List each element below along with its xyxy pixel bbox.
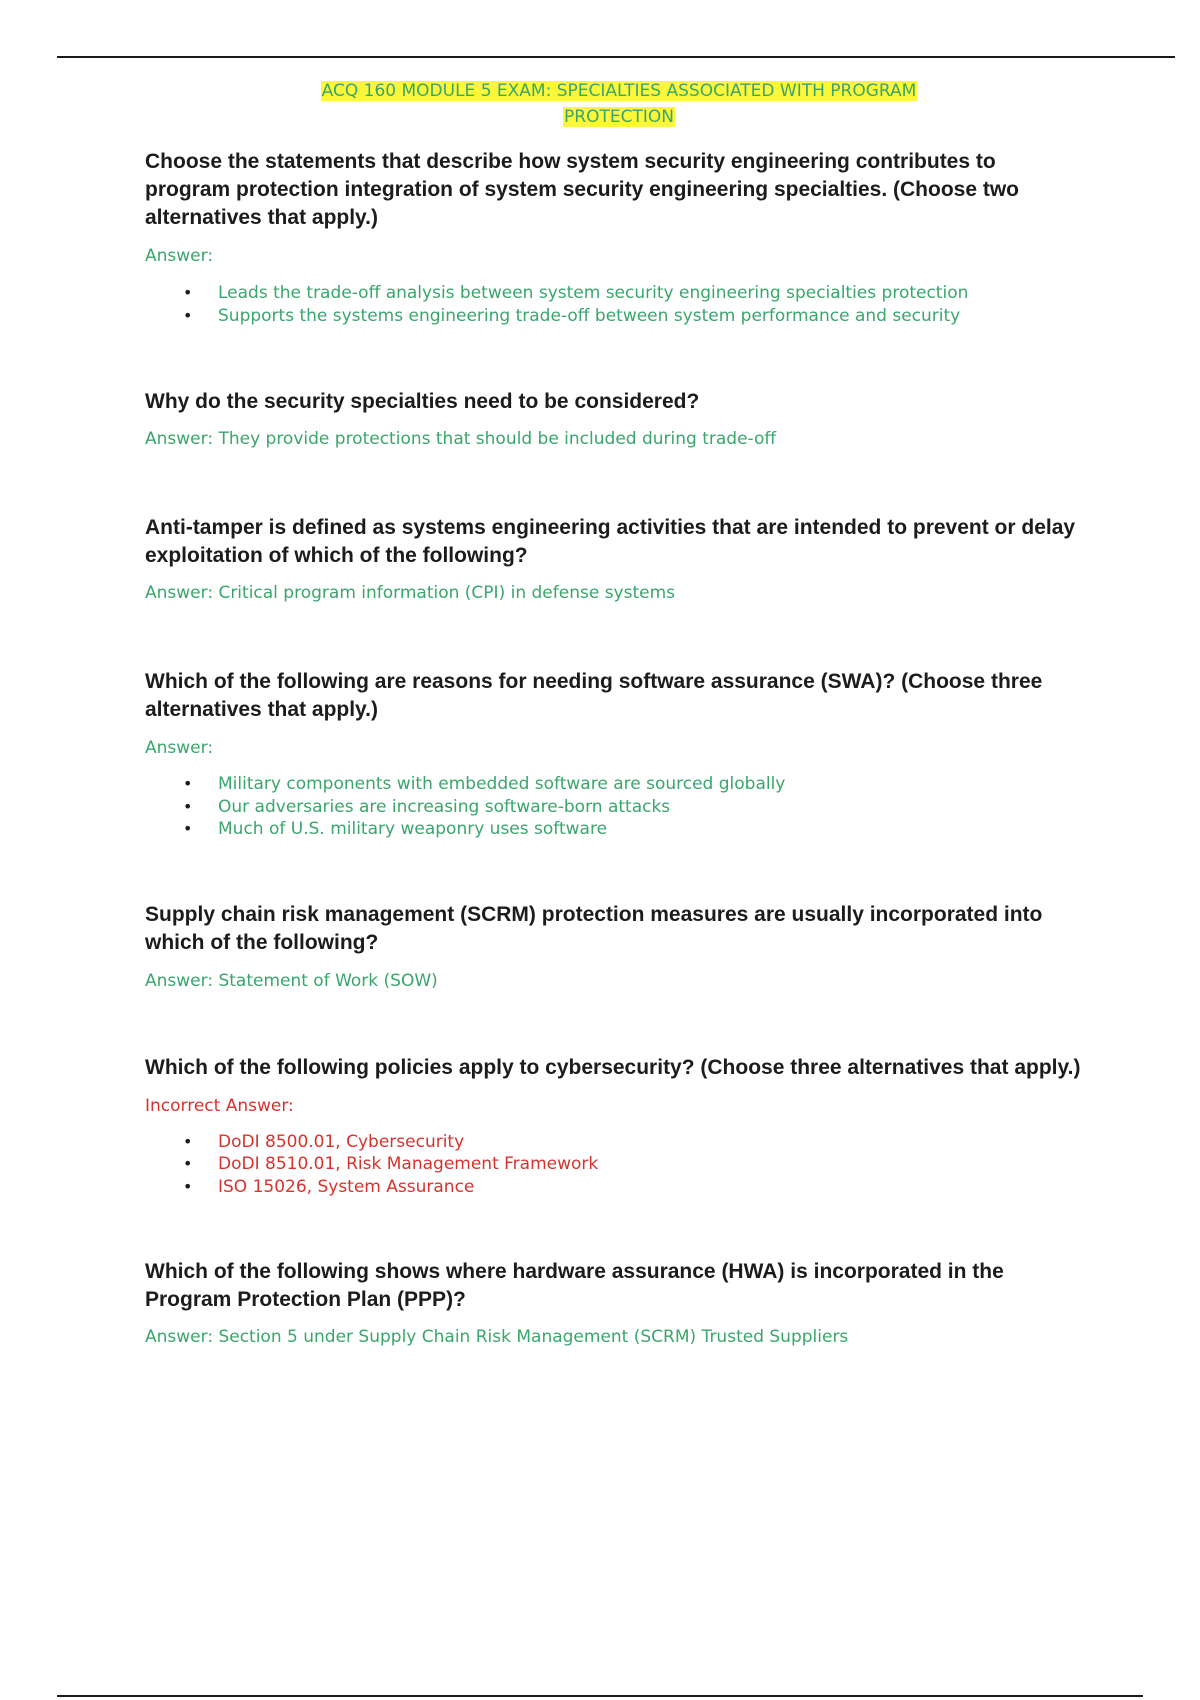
qa-item-3 (145, 514, 1085, 604)
answer-option: • Military components with embedded software are sourced globally (145, 773, 1085, 796)
document-title (0, 78, 1200, 130)
bottom-rule (57, 1695, 1143, 1697)
incorrect-answer-label: Incorrect Answer: (145, 1095, 294, 1116)
answer-options (145, 773, 1085, 841)
qa-item-7 (145, 1258, 1085, 1348)
qa-item-4 (145, 668, 1085, 841)
answer-label: Answer: (145, 246, 214, 266)
answer-option: • Our adversaries are increasing software-born attacks (145, 796, 1085, 819)
answer-options (145, 1131, 1085, 1199)
question-text: Choose the statements that describe how system security engineering contributes to program protection integration of system security engineering specialties. (Choose two alternatives that apply.) (145, 150, 1020, 229)
answer-option: • Supports the systems engineering trade-off between system performance and security (145, 305, 1085, 328)
answer-text: Answer: Statement of Work (SOW) (145, 970, 438, 991)
title-line-1: ACQ 160 MODULE 5 EXAM: SPECIALTIES ASSOCIATED WITH PROGRAM (321, 81, 917, 101)
answer-options (145, 282, 1085, 327)
question-text: Why do the security specialties need to be considered? (145, 390, 700, 413)
question-text: Anti-tamper is defined as systems engineering activities that are intended to prevent or delay exploitation of which of the following? (145, 516, 1076, 567)
qa-list (145, 148, 1085, 1348)
answer-option: • DoDI 8500.01, Cybersecurity (145, 1131, 1085, 1154)
title-line-2: PROTECTION (564, 107, 674, 127)
question-text: Which of the following policies apply to cybersecurity? (Choose three alternatives that apply.) (145, 1055, 1081, 1079)
answer-option: • DoDI 8510.01, Risk Management Framework (145, 1153, 1085, 1176)
qa-item-2 (145, 388, 1085, 450)
qa-item-6 (145, 1054, 1085, 1199)
question-text: Which of the following shows where hardware assurance (HWA) is incorporated in the Program Protection Plan (PPP)? (145, 1260, 1004, 1311)
question-text: Supply chain risk management (SCRM) protection measures are usually incorporated into which of the following? (145, 902, 1043, 954)
answer-label: Answer: (145, 738, 214, 758)
qa-item-1 (145, 148, 1085, 327)
answer-option: • ISO 15026, System Assurance (145, 1176, 1085, 1199)
question-text: Which of the following are reasons for needing software assurance (SWA)? (Choose three alternatives that apply.) (145, 670, 1043, 721)
answer-option: • Leads the trade-off analysis between system security engineering specialties protection (145, 282, 1085, 305)
top-rule (57, 56, 1175, 58)
answer-option: • Much of U.S. military weaponry uses software (145, 818, 1085, 841)
qa-item-5 (145, 901, 1085, 992)
answer-text: Answer: Section 5 under Supply Chain Risk Management (SCRM) Trusted Suppliers (145, 1327, 849, 1347)
answer-text: Answer: Critical program information (CPI) in defense systems (145, 583, 676, 603)
answer-text: Answer: They provide protections that should be included during trade-off (145, 429, 777, 449)
